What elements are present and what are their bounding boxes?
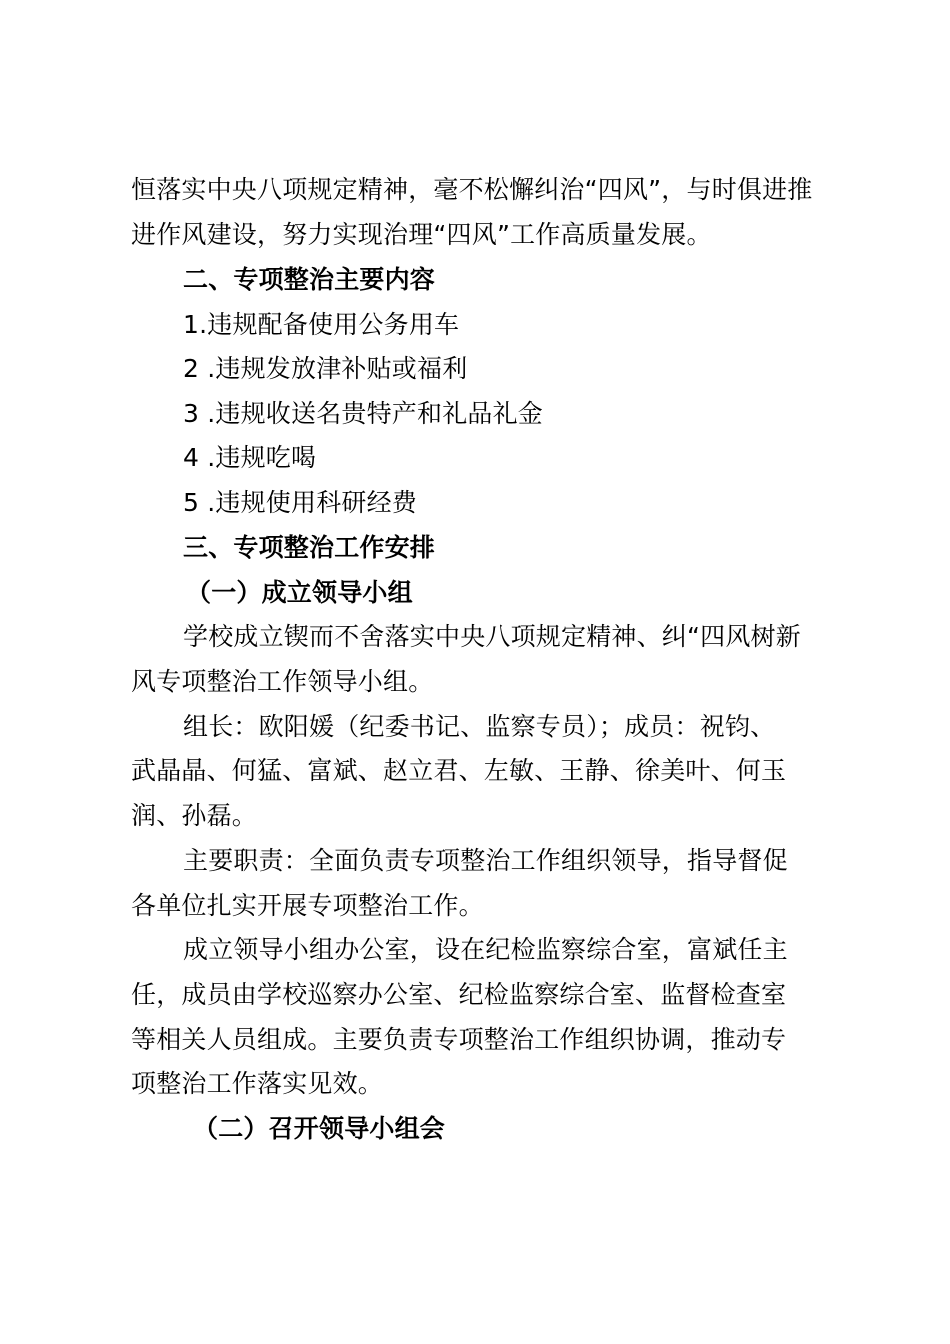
subsection-2-heading: （二）召开领导小组会	[193, 1114, 446, 1143]
list-item: 5 .违规使用科研经费	[183, 488, 418, 517]
para2-line-2: 武晶晶、何猛、富斌、赵立君、左敏、王静、徐美叶、何玉	[131, 756, 787, 785]
para2-line-1: 组长：欧阳媛（纪委书记、监察专员）；成员：祝钧、	[183, 712, 776, 741]
para1-line-2: 风专项整治工作领导小组。	[131, 667, 434, 696]
subsection-1-heading: （一）成立领导小组	[186, 578, 413, 607]
para4-line-4: 项整治工作落实见效。	[131, 1069, 384, 1098]
list-item: 4 .违规吃喝	[183, 443, 317, 472]
para2-line-3: 润、孙磊。	[131, 801, 258, 830]
para3-line-2: 各单位扎实开展专项整治工作。	[131, 891, 484, 920]
para3-line-1: 主要职责：全面负责专项整治工作组织领导，指导督促	[183, 846, 788, 875]
para4-line-3: 等相关人员组成。主要负责专项整治工作组织协调，推动专	[131, 1025, 787, 1054]
list-item: 1.违规配备使用公务用车	[183, 310, 460, 339]
intro-line-2: 进作风建设，努力实现治理“四风”工作高质量发展。	[131, 220, 712, 249]
intro-line-1: 恒落实中央八项规定精神，毫不松懈纠治“四风”，与时俱进推	[131, 175, 813, 204]
para4-line-1: 成立领导小组办公室，设在纪检监察综合室，富斌任主	[183, 935, 788, 964]
section-3-heading: 三、专项整治工作安排	[183, 533, 436, 562]
list-item: 3 .违规收送名贵特产和礼品礼金	[183, 399, 544, 428]
section-2-heading: 二、专项整治主要内容	[183, 265, 436, 294]
para1-line-1: 学校成立锲而不舍落实中央八项规定精神、纠“四风树新	[183, 622, 801, 651]
para4-line-2: 任，成员由学校巡察办公室、纪检监察综合室、监督检查室	[131, 980, 787, 1009]
list-item: 2 .违规发放津补贴或福利	[183, 354, 468, 383]
